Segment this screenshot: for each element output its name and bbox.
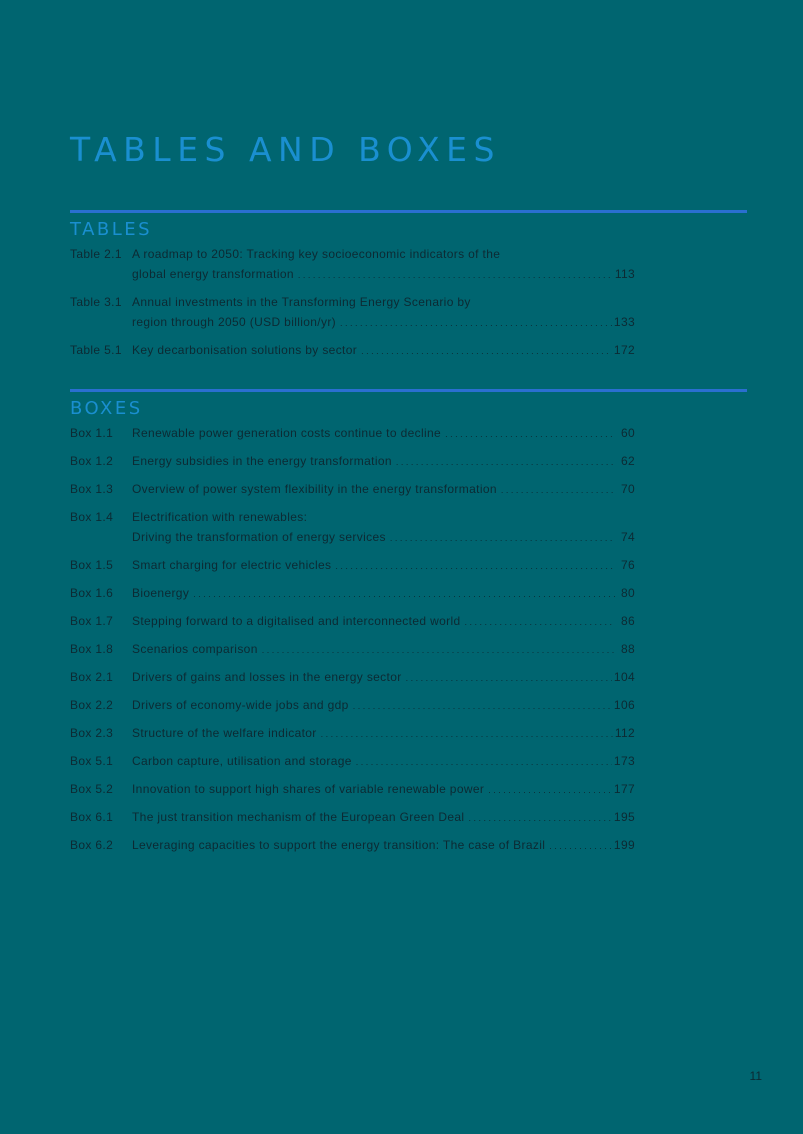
entry-title: Scenarios comparison xyxy=(132,642,258,656)
entry-body xyxy=(132,479,635,500)
toc-entry[interactable] xyxy=(70,292,635,333)
dot-leader xyxy=(262,640,615,660)
entry-final-line xyxy=(132,340,635,361)
entry-title: Stepping forward to a digitalised and interconnected world xyxy=(132,614,461,628)
entry-title: Innovation to support high shares of variable renewable power xyxy=(132,782,485,796)
entry-body xyxy=(132,779,635,800)
entry-final-line xyxy=(132,667,635,688)
dot-leader xyxy=(501,480,615,500)
page-number: 11 xyxy=(749,1069,762,1083)
entry-page-number: 112 xyxy=(614,726,635,740)
entry-page-number: 173 xyxy=(613,754,635,768)
entry-body xyxy=(132,451,635,472)
entry-body xyxy=(132,507,635,548)
entry-title: Renewable power generation costs continue to decline xyxy=(132,426,442,440)
entry-title: region through 2050 (USD billion/yr) xyxy=(132,315,337,329)
entry-page-number: 106 xyxy=(613,698,635,712)
toc-entry[interactable] xyxy=(70,639,635,660)
entry-body xyxy=(132,423,635,444)
section-heading-boxes: BOXES xyxy=(70,398,143,419)
dot-leader xyxy=(396,452,615,472)
entry-final-line xyxy=(132,264,635,285)
entry-final-line xyxy=(132,451,635,472)
toc-entry[interactable] xyxy=(70,667,635,688)
entry-page-number: 133 xyxy=(613,315,635,329)
dot-leader xyxy=(468,808,611,828)
entry-label: Box 1.1 xyxy=(70,426,114,440)
entry-title: Bioenergy xyxy=(132,586,190,600)
dot-leader xyxy=(465,612,616,632)
toc-entry[interactable] xyxy=(70,507,635,548)
entry-label: Box 1.5 xyxy=(70,558,114,572)
entry-page-number: 172 xyxy=(613,343,635,357)
entry-title: Drivers of gains and losses in the energy sector xyxy=(132,670,402,684)
dot-leader xyxy=(321,724,613,744)
toc-entry[interactable] xyxy=(70,244,635,285)
entry-final-line xyxy=(132,479,635,500)
entry-body xyxy=(132,340,635,361)
entry-label: Box 1.7 xyxy=(70,614,114,628)
dot-leader xyxy=(445,424,615,444)
entry-final-line xyxy=(132,583,635,604)
dot-leader xyxy=(335,556,615,576)
dot-leader xyxy=(390,528,615,548)
toc-entry[interactable] xyxy=(70,423,635,444)
entry-final-line xyxy=(132,695,635,716)
toc-entry[interactable] xyxy=(70,583,635,604)
dot-leader xyxy=(340,313,612,333)
toc-entry[interactable] xyxy=(70,835,635,856)
entry-label: Box 2.3 xyxy=(70,726,114,740)
entry-page-number: 70 xyxy=(620,482,635,496)
entry-title: Drivers of economy-wide jobs and gdp xyxy=(132,698,349,712)
entry-final-line xyxy=(132,779,635,800)
entry-label: Table 2.1 xyxy=(70,247,122,261)
entry-title: Smart charging for electric vehicles xyxy=(132,558,332,572)
entry-final-line xyxy=(132,723,635,744)
dot-leader xyxy=(406,668,612,688)
entry-title: Energy subsidies in the energy transformation xyxy=(132,454,392,468)
entry-label: Box 5.1 xyxy=(70,754,114,768)
entry-final-line xyxy=(132,611,635,632)
entry-label: Box 6.2 xyxy=(70,838,114,852)
entry-body xyxy=(132,695,635,716)
entry-label: Box 2.1 xyxy=(70,670,114,684)
entry-label: Box 5.2 xyxy=(70,782,114,796)
entry-label: Box 1.6 xyxy=(70,586,114,600)
entry-page-number: 195 xyxy=(613,810,635,824)
entry-final-line xyxy=(132,751,635,772)
entry-page-number: 88 xyxy=(620,642,635,656)
dot-leader xyxy=(193,584,615,604)
entry-title: global energy transformation xyxy=(132,267,294,281)
entry-body xyxy=(132,244,635,285)
entry-title: Leveraging capacities to support the energy transition: The case of Brazil xyxy=(132,838,546,852)
entry-final-line xyxy=(132,807,635,828)
entry-body xyxy=(132,583,635,604)
entry-label: Box 1.4 xyxy=(70,510,114,524)
entry-label: Box 6.1 xyxy=(70,810,114,824)
entry-title-line: Annual investments in the Transforming Energy Scenario by xyxy=(132,295,471,309)
page-title: TABLES AND BOXES xyxy=(70,130,501,169)
entry-final-line xyxy=(132,835,635,856)
entry-page-number: 199 xyxy=(613,838,635,852)
entry-final-line xyxy=(132,527,635,548)
entry-title: Carbon capture, utilisation and storage xyxy=(132,754,352,768)
entry-title: Structure of the welfare indicator xyxy=(132,726,317,740)
section-divider xyxy=(70,210,747,213)
entry-page-number: 113 xyxy=(614,267,635,281)
entry-label: Box 1.3 xyxy=(70,482,114,496)
entry-page-number: 74 xyxy=(620,530,635,544)
entry-final-line xyxy=(132,555,635,576)
boxes-section xyxy=(70,389,747,863)
tables-list xyxy=(70,244,635,361)
entry-page-number: 60 xyxy=(620,426,635,440)
dot-leader xyxy=(488,780,612,800)
entry-title: Overview of power system flexibility in the energy transformation xyxy=(132,482,497,496)
entry-page-number: 86 xyxy=(620,614,635,628)
entry-label: Box 2.2 xyxy=(70,698,114,712)
toc-entry[interactable] xyxy=(70,751,635,772)
dot-leader xyxy=(356,752,612,772)
entry-page-number: 62 xyxy=(620,454,635,468)
section-heading-tables: TABLES xyxy=(70,219,153,240)
toc-entry[interactable] xyxy=(70,695,635,716)
entry-label: Box 1.2 xyxy=(70,454,114,468)
entry-page-number: 177 xyxy=(613,782,635,796)
entry-body xyxy=(132,751,635,772)
entry-title: Driving the transformation of energy services xyxy=(132,530,386,544)
entry-final-line xyxy=(132,639,635,660)
entry-title-line: A roadmap to 2050: Tracking key socioeconomic indicators of the xyxy=(132,247,501,261)
entry-label: Table 5.1 xyxy=(70,343,122,357)
entry-page-number: 76 xyxy=(620,558,635,572)
entry-title-line: Electrification with renewables: xyxy=(132,510,308,524)
entry-final-line xyxy=(132,312,635,333)
entry-final-line xyxy=(132,423,635,444)
toc-entry[interactable] xyxy=(70,479,635,500)
entry-body xyxy=(132,835,635,856)
entry-title: Key decarbonisation solutions by sector xyxy=(132,343,358,357)
tables-section xyxy=(70,210,747,368)
toc-entry[interactable] xyxy=(70,451,635,472)
toc-entry[interactable] xyxy=(70,611,635,632)
section-divider xyxy=(70,389,747,392)
entry-page-number: 104 xyxy=(613,670,635,684)
entry-body xyxy=(132,639,635,660)
entry-body xyxy=(132,723,635,744)
toc-entry[interactable] xyxy=(70,555,635,576)
toc-entry[interactable] xyxy=(70,779,635,800)
entry-body xyxy=(132,292,635,333)
boxes-list xyxy=(70,423,635,856)
entry-label: Table 3.1 xyxy=(70,295,122,309)
entry-label: Box 1.8 xyxy=(70,642,114,656)
entry-title: The just transition mechanism of the European Green Deal xyxy=(132,810,465,824)
entry-body xyxy=(132,555,635,576)
entry-body xyxy=(132,667,635,688)
toc-entry[interactable] xyxy=(70,807,635,828)
toc-entry[interactable] xyxy=(70,340,635,361)
dot-leader xyxy=(549,836,612,856)
dot-leader xyxy=(361,341,612,361)
entry-body xyxy=(132,807,635,828)
entry-page-number: 80 xyxy=(620,586,635,600)
dot-leader xyxy=(298,265,613,285)
toc-entry[interactable] xyxy=(70,723,635,744)
entry-body xyxy=(132,611,635,632)
dot-leader xyxy=(353,696,612,716)
